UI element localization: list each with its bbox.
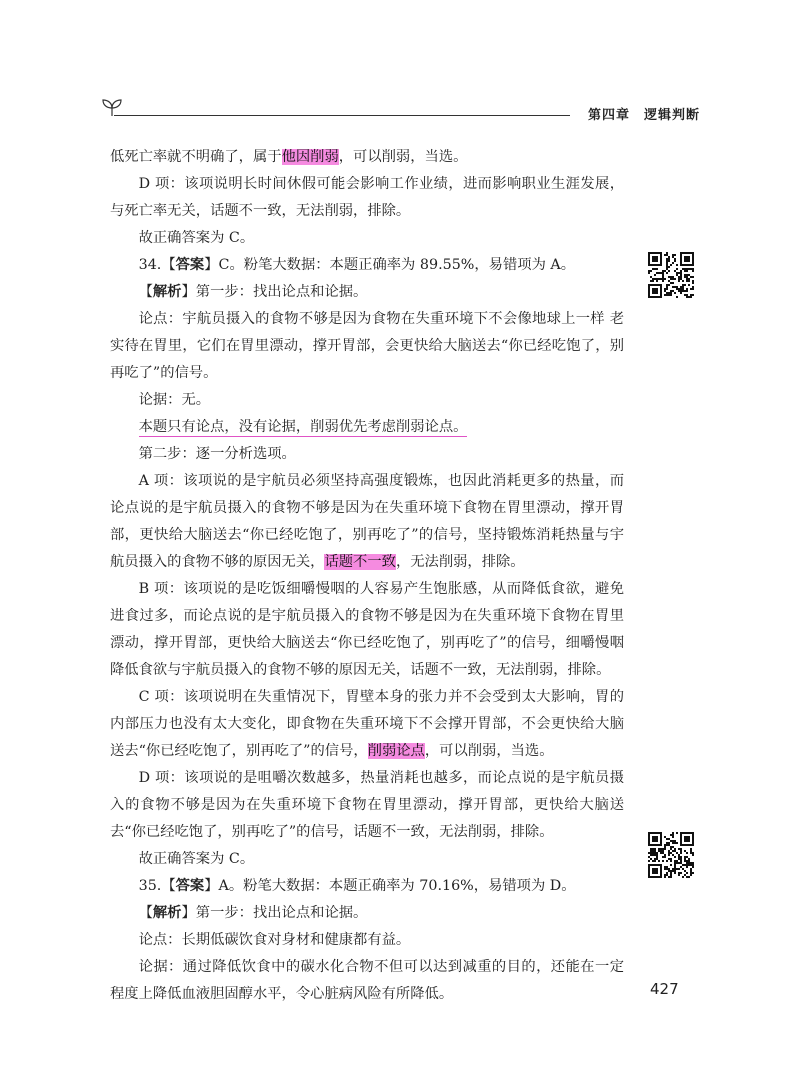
underlined-tip-34: 本题只有论点，没有论据，削弱优先考虑削弱论点。	[138, 419, 468, 435]
answer-33: 故正确答案为 C。	[138, 230, 255, 246]
highlight-other-cause: 他因削弱	[281, 149, 339, 165]
analysis-34-heading: 【解析】第一步：找出论点和论据。	[138, 284, 368, 300]
highlight-topic-mismatch: 话题不一致	[324, 554, 396, 570]
page-header	[100, 96, 700, 126]
page-content	[110, 144, 624, 1008]
option-d-33: D 项：该项说明长时间休假可能会影响工作业绩，进而影响职业生涯发展，与死亡率无关，话题不一致，无法削弱，排除。	[110, 176, 624, 219]
option-c-34: C 项：该项说明在失重情况下，胃壁本身的张力并不会受到太大影响，胃的内部压力也没有太大变化，即食物在失重环境下不会撑开胃部，不会更快给大脑送去“你已经吃饱了，别再吃了”的信号，削弱论点，可以削弱，当选。	[110, 689, 624, 759]
argument-35: 论点：长期低碳饮食对身材和健康都有益。	[138, 932, 411, 948]
answer-34: 故正确答案为 C。	[138, 851, 255, 867]
highlight-weaken-argument: 削弱论点	[367, 743, 425, 759]
chapter-number: 第四章	[587, 108, 630, 123]
evidence-35: 论据：通过降低饮食中的碳水化合物不但可以达到减重的目的，还能在一定程度上降低血液胆固醇水平，令心脏病风险有所降低。	[110, 959, 624, 1002]
paragraph-continuation: 低死亡率就不明确了，属于他因削弱，可以削弱，当选。	[110, 149, 468, 165]
page-number: 427	[650, 980, 679, 998]
qr-code-icon	[648, 252, 694, 298]
analysis-35-heading: 【解析】第一步：找出论点和论据。	[138, 905, 368, 921]
header-rule	[114, 115, 570, 116]
chapter-title: 逻辑判断	[643, 108, 700, 123]
answer-34-heading: 34.【答案】C。粉笔大数据：本题正确率为 89.55%，易错项为 A。	[138, 257, 576, 273]
option-d-34: D 项：该项说的是咀嚼次数越多，热量消耗也越多，而论点说的是宇航员摄入的食物不够是因为在失重环境下食物在胃里漂动，撑开胃部，更快给大脑送去“你已经吃饱了，别再吃了”的信号，话题不一致，无法削弱，排除。	[110, 770, 624, 840]
option-b-34: B 项：该项说的是吃饭细嚼慢咽的人容易产生饱胀感，从而降低食欲，避免进食过多，而论点说的是宇航员摄入的食物不够是因为在失重环境下食物在胃里漂动，撑开胃部，更快给大脑送去“你已经吃饱了，别再吃了”的信号，细嚼慢咽降低食欲与宇航员摄入的食物不够的原因无关，话题不一致，无法削弱，排除。	[110, 581, 624, 678]
argument-34: 论点：宇航员摄入的食物不够是因为食物在失重环境下不会像地球上一样 老实待在胃里，它们在胃里漂动，撑开胃部，会更快给大脑送去“你已经吃饱了，别再吃了”的信号。	[110, 311, 624, 381]
evidence-34: 论据：无。	[138, 392, 211, 408]
step-two-34: 第二步：逐一分析选项。	[138, 446, 296, 462]
option-a-34: A 项：该项说的是宇航员必须坚持高强度锻炼，也因此消耗更多的热量，而论点说的是宇航员摄入的食物不够是因为在失重环境下食物在胃里漂动，撑开胃部，更快给大脑送去“你已经吃饱了，别再吃了”的信号，坚持锻炼消耗热量与宇航员摄入的食物不够的原因无关，话题不一致，无法削弱，排除。	[110, 473, 624, 570]
qr-code-icon	[648, 832, 694, 878]
chapter-heading	[588, 104, 700, 123]
answer-35-heading: 35.【答案】A。粉笔大数据：本题正确率为 70.16%，易错项为 D。	[138, 878, 576, 894]
